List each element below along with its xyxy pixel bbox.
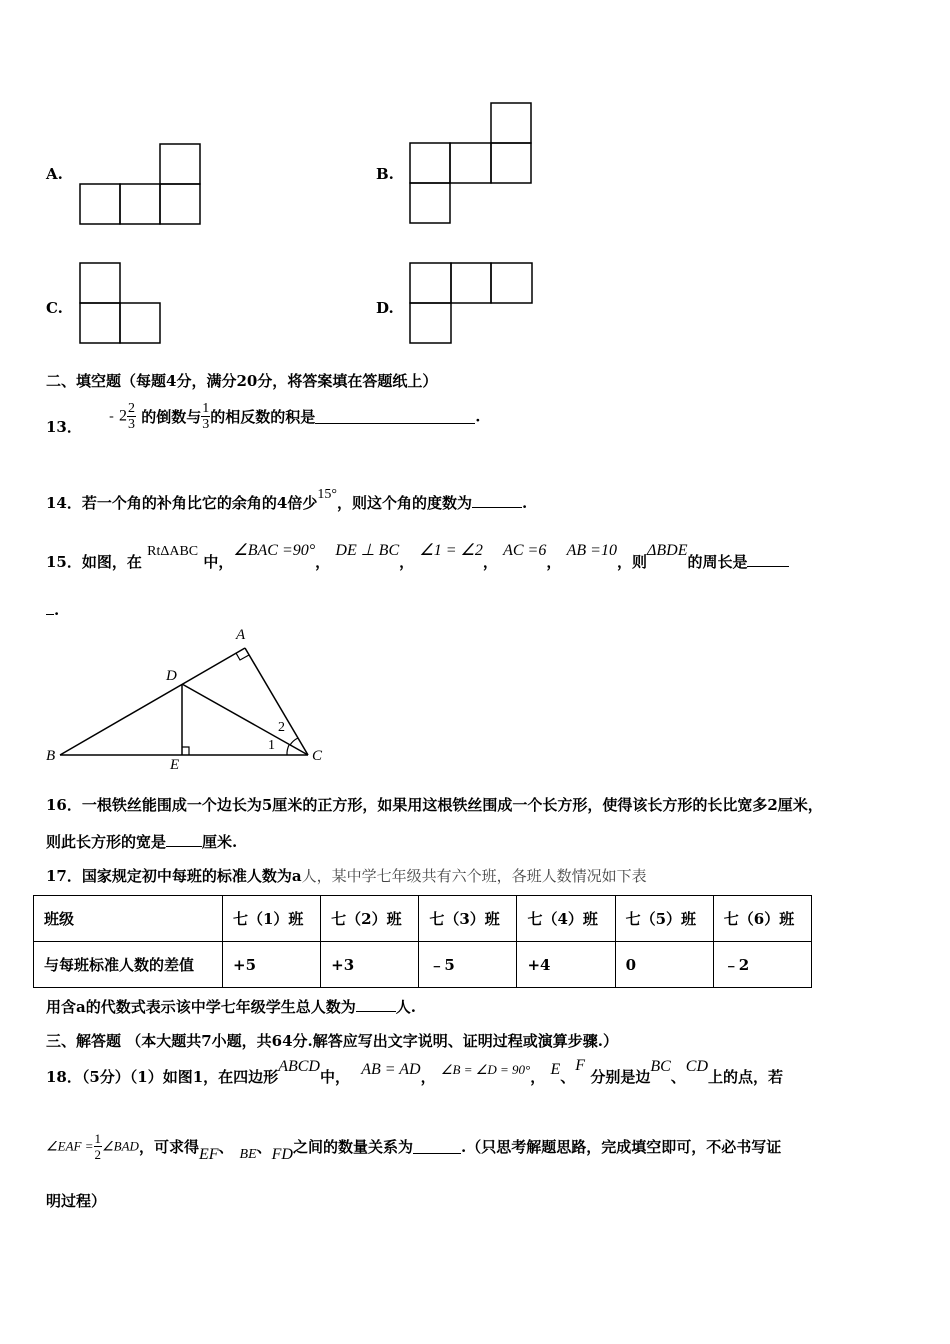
table-cell: +3 <box>321 942 419 988</box>
net-b-square <box>450 143 491 183</box>
point-e-label: E <box>170 757 180 773</box>
point-d-label: D <box>166 668 177 684</box>
q15-math-5: AC =6 <box>503 542 547 559</box>
table-header-cell: 七（6）班 <box>713 896 811 942</box>
point-b-label: B <box>46 748 56 764</box>
question-18-line-3: 明过程） <box>46 1192 107 1210</box>
net-a-square <box>120 184 160 224</box>
q18-math-ab-ad: AB = AD <box>361 1061 421 1078</box>
option-b-label: B. <box>376 165 394 183</box>
q18-math-bc: BC <box>650 1058 671 1075</box>
q18-math-fd: FD <box>271 1145 293 1163</box>
class-difference-table <box>33 895 812 988</box>
table-cell: ﹣5 <box>419 942 517 988</box>
q18-math-abcd: ABCD <box>278 1058 320 1075</box>
question-15: 15．如图，在 RtΔABC 中，∠BAC =90°， DE ⊥ BC， ∠1 = ∠2， AC =6， AB =10，则ΔBDE的周长是 <box>46 551 789 572</box>
net-d-square <box>410 303 451 343</box>
q14-answer-blank[interactable] <box>472 493 522 508</box>
q13-whole: 2 <box>119 407 128 425</box>
q14-text: 14．若一个角的补角比它的余角的4倍少 <box>46 494 318 512</box>
table-cell: 0 <box>615 942 713 988</box>
section-3-heading: 三、解答题 （本大题共7小题，共64分.解答应写出文字说明、证明过程或演算步骤.） <box>46 1032 618 1050</box>
question-16-line-2: 则此长方形的宽是 厘米. <box>46 833 238 851</box>
net-d-square <box>491 263 532 303</box>
angle-arc-1 <box>287 745 289 755</box>
segment-dc <box>182 684 308 755</box>
table-header-cell: 七（4）班 <box>517 896 615 942</box>
table-cell: ﹣2 <box>713 942 811 988</box>
q14-superscript: 15° <box>317 487 337 502</box>
q18-math-angles: ∠B = ∠D = 90° <box>440 1062 531 1077</box>
net-c-square <box>80 263 120 303</box>
table-header-cell: 七（2）班 <box>321 896 419 942</box>
question-14: 14．若一个角的补角比它的余角的4倍少15°，则这个角的度数为 . <box>46 487 528 512</box>
q18-math-be: BE <box>239 1146 257 1162</box>
q15-text: 15．如图，在 <box>46 553 142 571</box>
q17-after-table: 用含a的代数式表示该中学七年级学生总人数为 人. <box>46 998 416 1016</box>
net-b-square <box>491 103 531 143</box>
q15-answer-blank-continued[interactable]: . <box>46 600 59 619</box>
angle-arc-2 <box>290 738 298 745</box>
option-d-label: D. <box>376 299 394 317</box>
point-a-label: A <box>236 627 246 643</box>
net-a-square <box>80 184 120 224</box>
net-d-square <box>451 263 491 303</box>
table-row <box>34 942 812 988</box>
q18-math-eaf: ∠EAF = <box>46 1138 94 1154</box>
q18-math-bad: ∠BAD <box>102 1138 139 1154</box>
section-2-heading: 二、填空题（每题4分，满分20分，将答案填在答题纸上） <box>46 372 438 390</box>
table-cell: +5 <box>223 942 321 988</box>
q18-math-e: E <box>550 1061 561 1078</box>
net-c-square <box>120 303 160 343</box>
q13-text-2: 的相反数的积是 <box>210 408 316 426</box>
net-b-square <box>410 143 450 183</box>
q16-answer-blank[interactable] <box>166 832 202 847</box>
table-header-cell: 七（1）班 <box>223 896 321 942</box>
net-a-square <box>160 184 200 224</box>
table-header-cell: 班级 <box>34 896 223 942</box>
table-cell: 与每班标准人数的差值 <box>34 942 223 988</box>
table-header-cell: 七（3）班 <box>419 896 517 942</box>
q13-fraction-1: $\frac{2}{3}$ <box>128 401 136 432</box>
question-13: 13． - 2 $\frac{2}{3}$ 的倒数与 $\frac{1}{3}$ 的相反数的积是 . <box>46 401 481 436</box>
q15-math-6: AB =10 <box>566 542 617 559</box>
table-header-cell: 七（5）班 <box>615 896 713 942</box>
right-angle-mark-a <box>236 653 249 660</box>
table-header-row <box>34 896 812 942</box>
option-c-label: C. <box>46 299 63 317</box>
net-b-square <box>491 143 531 183</box>
q13-number: 13． <box>46 418 82 436</box>
segment-ac <box>245 648 308 755</box>
right-angle-mark-e <box>182 747 189 755</box>
point-c-label: C <box>312 748 323 764</box>
question-18-line-1: 18．（5分）（1）如图1，在四边形ABCD中， AB = AD， ∠B = ∠D = 90°， E、F 分别是边BC、CD上的点，若 <box>46 1057 784 1086</box>
q18-math-cd: CD <box>685 1058 709 1075</box>
q18-math-ef: EF <box>198 1145 219 1163</box>
table-cell: +4 <box>517 942 615 988</box>
angle-1-label: 1 <box>268 738 275 753</box>
q15-math-7: ΔBDE <box>646 542 688 559</box>
q18-math-f: F <box>575 1057 586 1074</box>
q15-answer-blank[interactable] <box>747 552 789 567</box>
q13-answer-blank[interactable] <box>315 409 475 424</box>
q15-math-3: DE ⊥ BC <box>335 542 400 559</box>
q15-math-4: ∠1 = ∠2 <box>419 542 483 559</box>
question-18-line-2: ∠EAF = $\frac{1}{2}$ ∠BAD，可求得EF、 BE、FD之间的数量关系为 .（只思考解题思路，完成填空即可，不必书写证 <box>46 1131 782 1163</box>
q13-minus: - <box>109 408 114 424</box>
q13-text-1: 的倒数与 <box>141 408 202 426</box>
q13-fraction-2: $\frac{1}{3}$ <box>202 401 210 432</box>
q15-math-2: ∠BAC =90° <box>233 542 316 559</box>
q18-answer-blank[interactable] <box>413 1139 461 1154</box>
segment-ba <box>60 648 245 755</box>
q18-fraction-half: $\frac{1}{2}$ <box>94 1131 101 1162</box>
net-d-square <box>410 263 451 303</box>
q15-math-1: RtΔABC <box>147 544 199 559</box>
angle-2-label: 2 <box>278 720 285 735</box>
question-16-line-1: 16．一根铁丝能围成一个边长为5厘米的正方形，如果用这根铁丝围成一个长方形，使得该长方形的长比宽多2厘米， <box>46 796 823 814</box>
question-17: 17．国家规定初中每班的标准人数为a人，某中学七年级共有六个班，各班人数情况如下表 <box>46 867 647 885</box>
net-b-square <box>410 183 450 223</box>
q17-answer-blank[interactable] <box>356 997 396 1012</box>
net-c-square <box>80 303 120 343</box>
q14-text-2: ，则这个角的度数为 <box>336 494 472 512</box>
option-a-label: A. <box>46 165 63 183</box>
net-a-square <box>160 144 200 184</box>
cube-net-figures <box>0 0 950 360</box>
